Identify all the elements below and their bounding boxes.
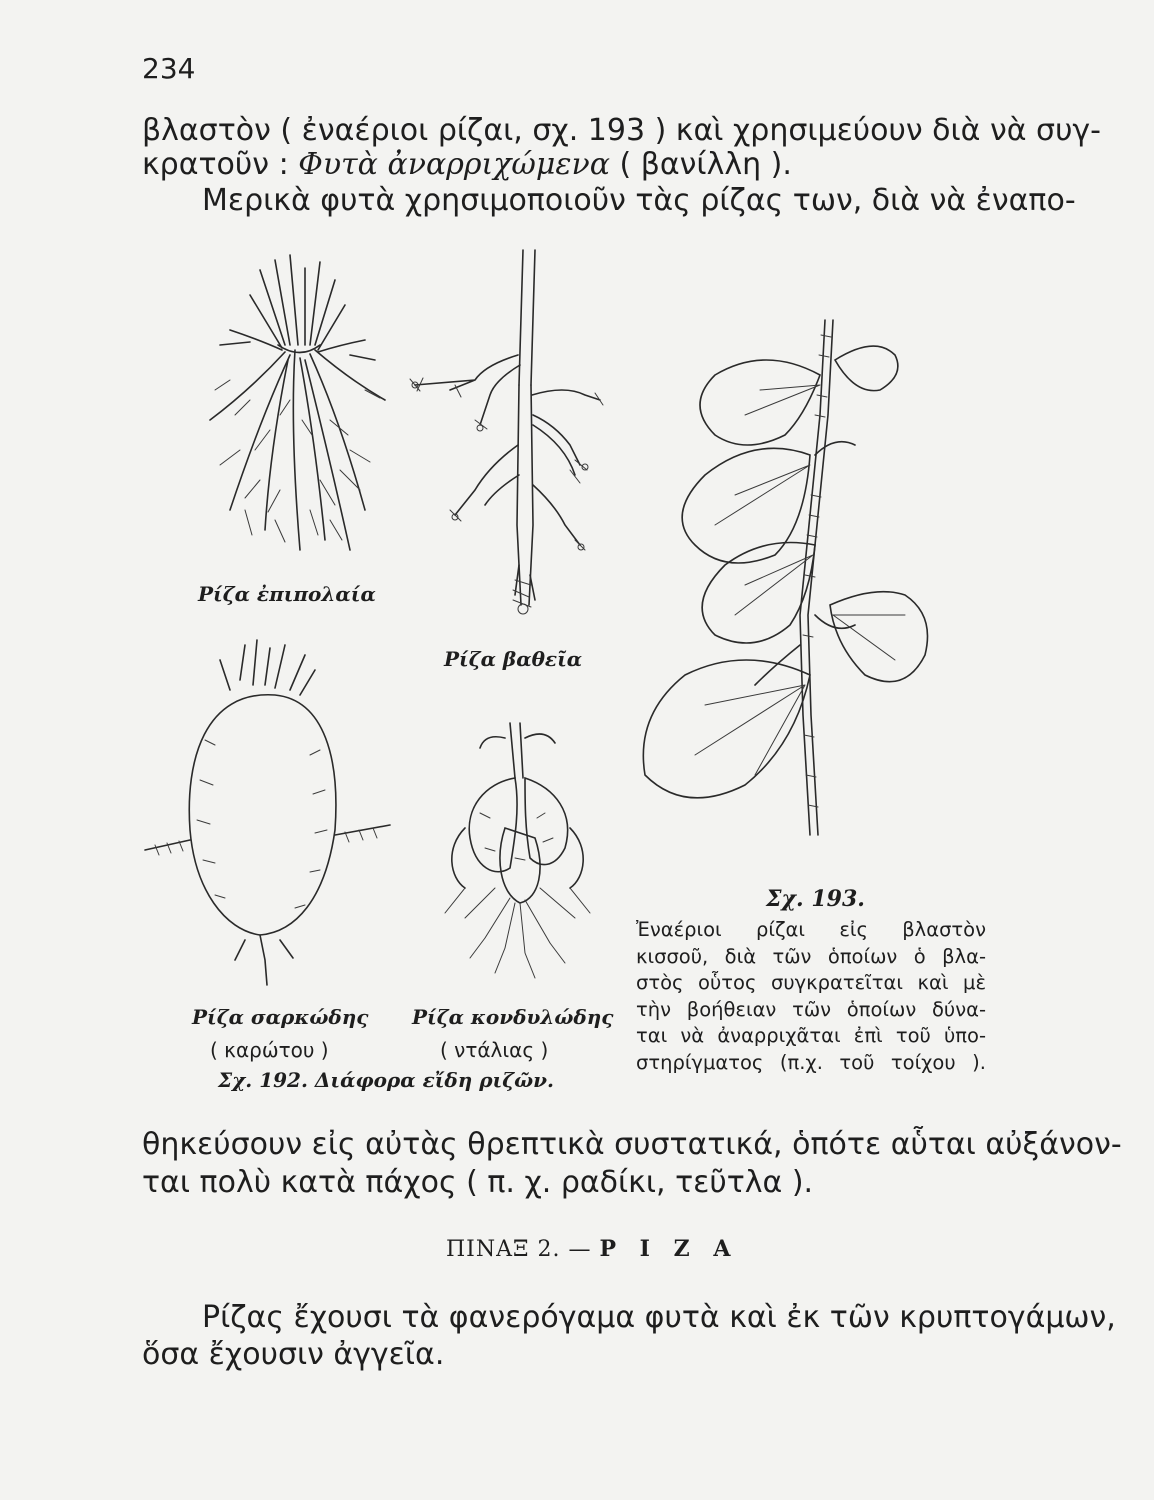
body-line-1: θηκεύσουν εἰς αὐτὰς θρεπτικὰ συστατικά, ὁπότε αὗται αὐξάνον- bbox=[142, 1127, 1122, 1162]
intro-line-2-prefix: κρατοῦν : bbox=[142, 147, 299, 182]
intro-line-1: βλαστὸν ( ἐναέριοι ρίζαι, σχ. 193 ) καὶ χρησιμεύουν διὰ νὰ συγ- bbox=[142, 113, 1102, 148]
intro-line-2-suffix: ( βανίλλη ). bbox=[609, 147, 792, 182]
figure-193-description-line: Ἐναέριοι ρίζαι εἰς βλαστὸν bbox=[636, 918, 986, 941]
page-number: 234 bbox=[142, 52, 196, 85]
intro-line-2-italic: Φυτὰ ἀναρριχώμενα bbox=[298, 147, 610, 182]
label-tuberous-root-sub: ( ντάλιας ) bbox=[440, 1038, 549, 1062]
figure-193-description-line: κισσοῦ, διὰ τῶν ὁποίων ὁ βλα- bbox=[636, 944, 986, 968]
body-line-2: ται πολὺ κατὰ πάχος ( π. χ. ραδίκι, τεῦτλα ). bbox=[142, 1165, 814, 1200]
tuberous-root-illustration bbox=[425, 718, 610, 988]
fleshy-root-illustration bbox=[145, 640, 405, 1000]
label-deep-root: Ρίζα βαθεῖα bbox=[444, 647, 583, 671]
figure-193-caption: Σχ. 193. bbox=[766, 886, 865, 912]
surface-root-illustration bbox=[190, 250, 400, 570]
figure-192-caption: Σχ. 192. Διάφορα εἴδη ριζῶν. bbox=[218, 1068, 554, 1092]
intro-line-2 bbox=[142, 147, 792, 182]
deep-root-illustration bbox=[395, 245, 625, 625]
section-heading bbox=[446, 1236, 738, 1262]
label-tuberous-root: Ρίζα κονδυλώδης bbox=[412, 1005, 614, 1029]
figure-193-description-line: στηρίγματος (π.χ. τοῦ τοίχου ). bbox=[636, 1050, 986, 1074]
intro-line-3: Μερικὰ φυτὰ χρησιμοποιοῦν τὰς ρίζας των, διὰ νὰ ἐναπο- bbox=[202, 183, 1076, 218]
label-fleshy-root: Ρίζα σαρκώδης bbox=[192, 1005, 369, 1029]
section-heading-title: Ρ Ι Ζ Α bbox=[599, 1236, 739, 1262]
label-surface-root: Ρίζα ἐπιπολαία bbox=[198, 582, 376, 606]
figure-193-description-line: τὴν βοήθειαν τῶν ὁποίων δύνα- bbox=[636, 997, 986, 1021]
figure-193-description-line: ται νὰ ἀναρριχᾶται ἐπὶ τοῦ ὑπο- bbox=[636, 1024, 986, 1047]
figure-193-description-line: στὸς οὗτος συγκρατεῖται καὶ μὲ bbox=[636, 971, 986, 994]
label-fleshy-root-sub: ( καρώτου ) bbox=[210, 1038, 329, 1062]
section-paragraph-line-2: ὅσα ἔχουσιν ἀγγεῖα. bbox=[142, 1337, 445, 1372]
section-heading-prefix: ΠΙΝΑΞ 2. — bbox=[446, 1237, 600, 1262]
ivy-illustration bbox=[605, 315, 985, 860]
section-paragraph-line-1: Ρίζας ἔχουσι τὰ φανερόγαμα φυτὰ καὶ ἐκ τῶν κρυπτογάμων, bbox=[202, 1300, 1116, 1335]
figure-193-description bbox=[636, 917, 986, 1076]
